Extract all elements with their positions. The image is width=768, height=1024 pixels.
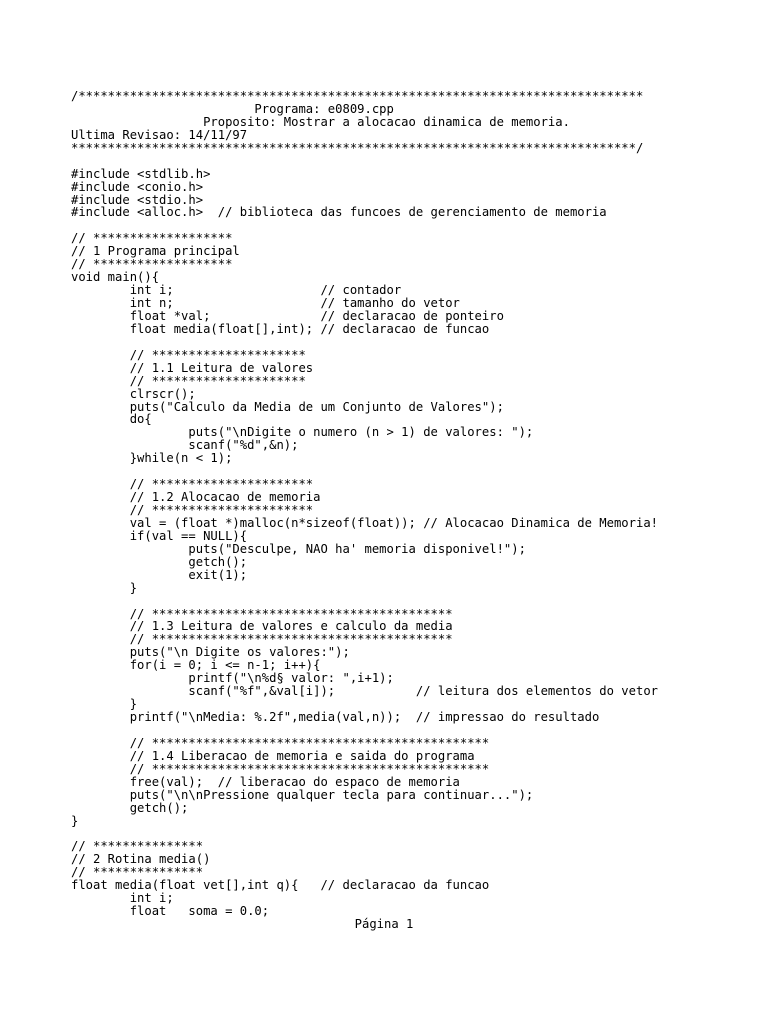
code-line: clrscr(); bbox=[71, 386, 196, 401]
code-line: Ultima Revisao: 14/11/97 bbox=[71, 127, 248, 142]
code-line: puts("\nDigite o numero (n > 1) de valores: "); bbox=[71, 425, 534, 440]
code-line: val = (float *)malloc(n*sizeof(float)); // Alocacao Dinamica de Memoria! bbox=[71, 515, 658, 530]
code-line: // 2 Rotina media() bbox=[71, 852, 211, 867]
code-line: // ********************** bbox=[71, 503, 314, 517]
code-line: puts("\n\nPressione qualquer tecla para continuar..."); bbox=[71, 787, 534, 802]
code-line: #include <alloc.h> // biblioteca das funcoes de gerenciamento de memoria bbox=[71, 205, 607, 220]
code-line: /***************************************************************************** bbox=[71, 89, 644, 103]
code-line: // 1 Programa principal bbox=[71, 244, 240, 259]
code-line: // ********************* bbox=[71, 347, 306, 362]
code-line: scanf("%d",&n); bbox=[71, 438, 299, 453]
code-line: Proposito: Mostrar a alocacao dinamica de memoria. bbox=[71, 114, 570, 129]
code-line: // ***************************************** bbox=[71, 632, 453, 647]
code-line: // *************** bbox=[71, 839, 204, 854]
code-line: free(val); // liberacao do espaco de memoria bbox=[71, 774, 460, 789]
code-line: do{ bbox=[71, 412, 152, 427]
code-line bbox=[71, 155, 658, 168]
page-footer: Página 1 bbox=[354, 917, 414, 931]
code-line: printf("\nMedia: %.2f",media(val,n)); // impressao do resultado bbox=[71, 710, 600, 724]
code-line: #include <conio.h> bbox=[71, 179, 204, 194]
code-line: float media(float vet[],int q){ // declaracao da funcao bbox=[71, 878, 490, 893]
code-line: int i; bbox=[71, 891, 174, 906]
code-line: // ********************************************** bbox=[71, 735, 490, 750]
code-line: // ******************* bbox=[71, 231, 233, 246]
code-line: *****************************************************************************/ bbox=[71, 140, 644, 155]
code-line: } bbox=[71, 697, 138, 712]
code-line: } bbox=[71, 813, 79, 828]
code-line: // ******************* bbox=[71, 257, 233, 272]
code-line: exit(1); bbox=[71, 567, 248, 582]
code-line: // 1.1 Leitura de valores bbox=[71, 360, 314, 375]
code-line: float media(float[],int); // declaracao de funcao bbox=[71, 321, 490, 336]
code-line: puts("\n Digite os valores:"); bbox=[71, 645, 350, 660]
code-line: getch(); bbox=[71, 554, 248, 569]
code-line: // ********************* bbox=[71, 373, 306, 388]
code-line: // ********************************************** bbox=[71, 761, 490, 776]
code-line: if(val == NULL){ bbox=[71, 528, 248, 543]
code-line: scanf("%f",&val[i]); // leitura dos elementos do vetor bbox=[71, 684, 658, 699]
code-line bbox=[71, 336, 658, 349]
code-line bbox=[71, 595, 658, 608]
code-line: Programa: e0809.cpp bbox=[71, 101, 394, 116]
code-line: float *val; // declaracao de ponteiro bbox=[71, 308, 504, 323]
code-line: for(i = 0; i <= n-1; i++){ bbox=[71, 658, 321, 673]
code-line: } bbox=[71, 580, 138, 595]
code-line: int i; // contador bbox=[71, 283, 402, 298]
code-line bbox=[71, 724, 658, 737]
code-line: puts("Desculpe, NAO ha' memoria disponivel!"); bbox=[71, 541, 526, 556]
code-line: puts("Calculo da Media de um Conjunto de Valores"); bbox=[71, 399, 504, 414]
code-line: printf("\n%d§ valor: ",i+1); bbox=[71, 671, 394, 686]
code-line: getch(); bbox=[71, 800, 189, 815]
code-line: // ***************************************** bbox=[71, 606, 453, 621]
code-line: // 1.3 Leitura de valores e calculo da media bbox=[71, 619, 453, 634]
code-line: #include <stdio.h> bbox=[71, 192, 204, 207]
code-line: void main(){ bbox=[71, 270, 160, 285]
code-line: // 1.4 Liberacao de memoria e saida do programa bbox=[71, 748, 475, 763]
code-line: // *************** bbox=[71, 865, 204, 880]
code-line: float soma = 0.0; bbox=[71, 904, 270, 919]
code-line: }while(n < 1); bbox=[71, 451, 233, 466]
code-line: #include <stdlib.h> bbox=[71, 166, 211, 181]
code-line: // ********************** bbox=[71, 477, 314, 492]
code-line: int n; // tamanho do vetor bbox=[71, 296, 460, 310]
code-line: // 1.2 Alocacao de memoria bbox=[71, 490, 321, 505]
source-code-listing bbox=[71, 90, 658, 918]
